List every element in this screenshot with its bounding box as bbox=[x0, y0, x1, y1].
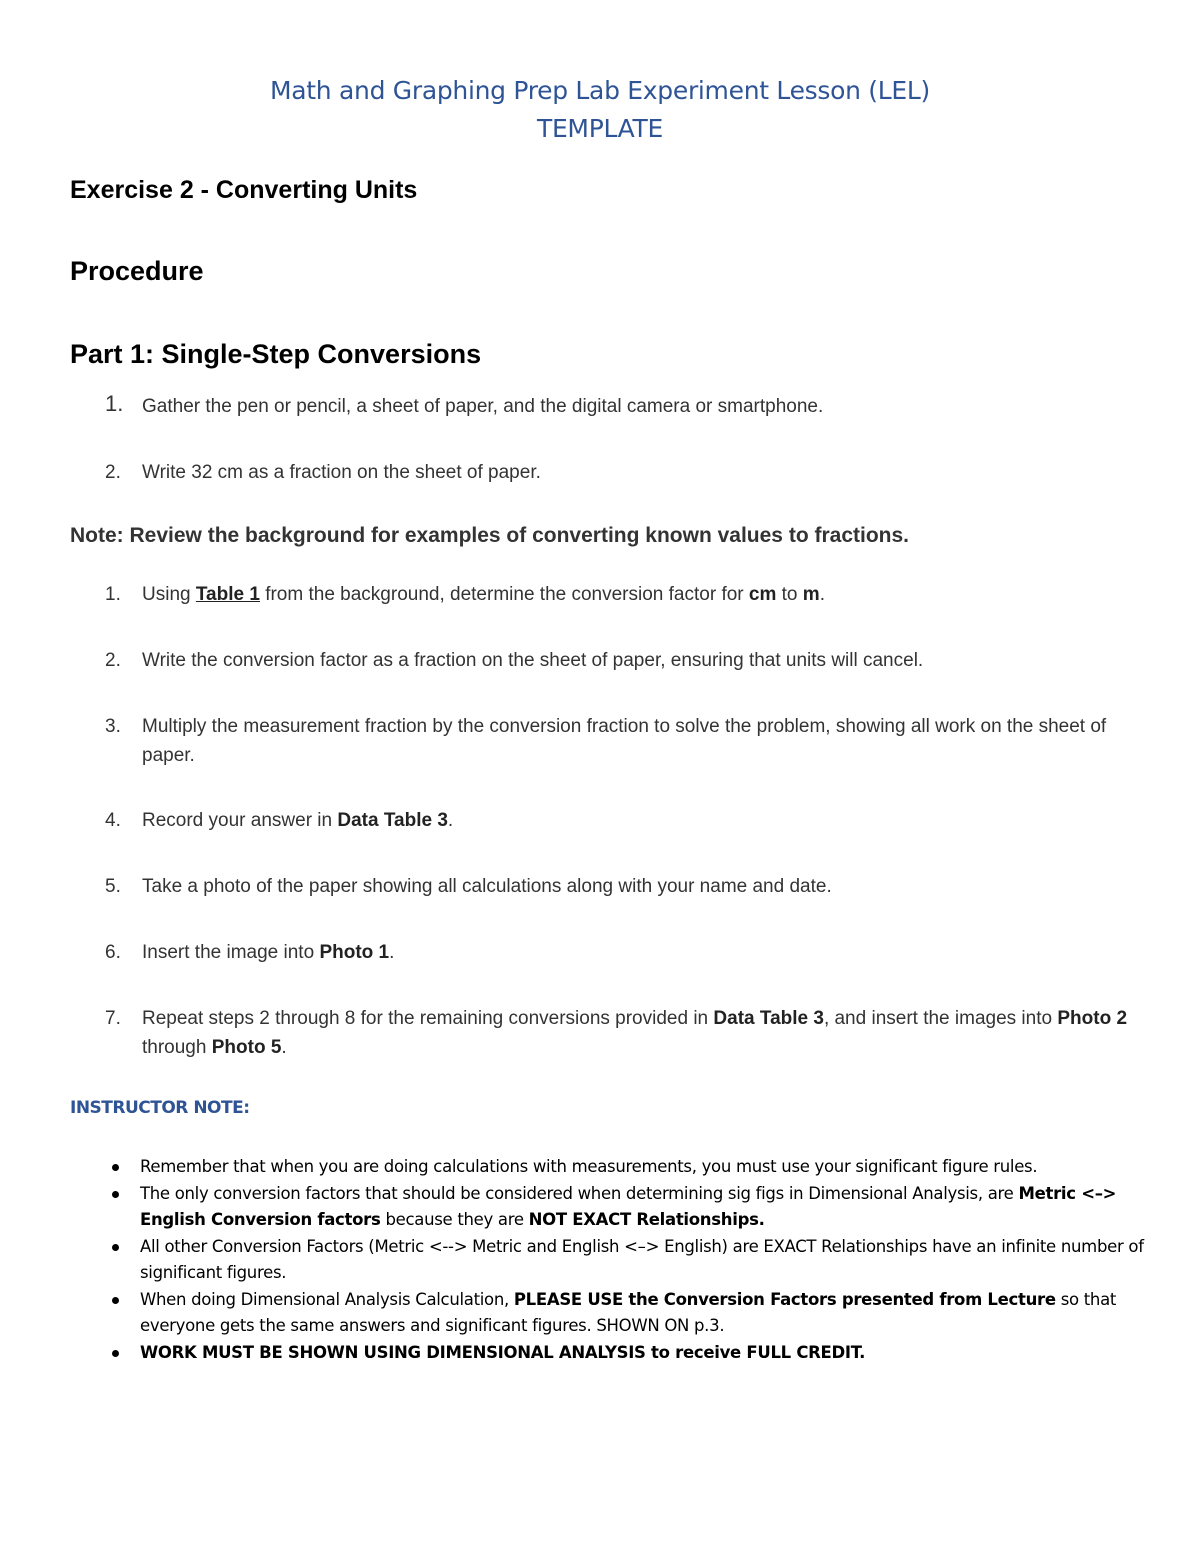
step-text: Using Table 1 from the background, determine the conversion factor for cm to m. bbox=[142, 584, 825, 605]
list-item: When doing Dimensional Analysis Calculation, PLEASE USE the Conversion Factors presented from Lecture so that everyone gets the same answers and significant figures. SHOWN ON p.3. bbox=[110, 1287, 1150, 1340]
step-number: 4. bbox=[105, 810, 121, 831]
document-subtitle: TEMPLATE bbox=[536, 114, 664, 143]
step-item bbox=[105, 806, 1135, 835]
step-text: Take a photo of the paper showing all calculations along with your name and date. bbox=[142, 876, 832, 897]
step-number: 5. bbox=[105, 876, 121, 897]
bullet-icon bbox=[112, 1164, 119, 1171]
bullet-icon bbox=[112, 1244, 119, 1251]
step-text: Repeat steps 2 through 8 for the remaining conversions provided in Data Table 3, and insert the images into Photo 2 through Photo 5. bbox=[142, 1008, 1128, 1058]
step-text: Write 32 cm as a fraction on the sheet of paper. bbox=[142, 462, 541, 483]
bullet-icon bbox=[112, 1350, 119, 1357]
list-item: WORK MUST BE SHOWN USING DIMENSIONAL ANALYSIS to receive FULL CREDIT. bbox=[110, 1340, 1150, 1367]
note-text: Note: Review the background for examples of converting known values to fractions. bbox=[70, 524, 909, 547]
step-number: 1. bbox=[105, 391, 124, 416]
list-item: Remember that when you are doing calculations with measurements, you must use your significant figure rules. bbox=[110, 1154, 1150, 1181]
instructor-note-list bbox=[110, 1154, 1150, 1366]
exercise-heading: Exercise 2 - Converting Units bbox=[70, 176, 418, 204]
step-text: Record your answer in Data Table 3. bbox=[142, 810, 454, 831]
step-number: 1. bbox=[105, 584, 121, 605]
step-number: 2. bbox=[105, 462, 121, 483]
bullet-icon bbox=[112, 1191, 119, 1198]
step-text: Insert the image into Photo 1. bbox=[142, 942, 395, 963]
list-item: All other Conversion Factors (Metric <--> Metric and English <–> English) are EXACT Relationships have an infinite number of significant figures. bbox=[110, 1234, 1150, 1287]
step-item bbox=[105, 458, 1135, 487]
step-text: Multiply the measurement fraction by the conversion fraction to solve the problem, showing all work on the sheet of paper. bbox=[142, 716, 1107, 766]
procedure-heading: Procedure bbox=[70, 256, 204, 286]
step-text: Write the conversion factor as a fraction on the sheet of paper, ensuring that units will cancel. bbox=[142, 650, 924, 671]
step-item bbox=[105, 646, 1135, 675]
step-item bbox=[105, 392, 1135, 421]
step-text: Gather the pen or pencil, a sheet of paper, and the digital camera or smartphone. bbox=[142, 396, 824, 417]
step-item bbox=[105, 1004, 1135, 1062]
table-1-link[interactable]: Table 1 bbox=[195, 584, 260, 605]
document-title: Math and Graphing Prep Lab Experiment Lesson (LEL) bbox=[270, 76, 930, 105]
step-item bbox=[105, 938, 1135, 967]
step-item bbox=[105, 580, 1135, 609]
step-number: 6. bbox=[105, 942, 121, 963]
instructor-note-title: INSTRUCTOR NOTE: bbox=[70, 1098, 250, 1118]
bullet-icon bbox=[112, 1297, 119, 1304]
step-number: 7. bbox=[105, 1008, 121, 1029]
step-number: 3. bbox=[105, 716, 121, 737]
step-item bbox=[105, 872, 1135, 901]
step-number: 2. bbox=[105, 650, 121, 671]
step-item bbox=[105, 712, 1135, 770]
list-item: The only conversion factors that should be considered when determining sig figs in Dimensional Analysis, are Metric <–> English Conversion factors because they are NOT EXACT Relationships. bbox=[110, 1181, 1150, 1234]
part-heading: Part 1: Single-Step Conversions bbox=[70, 339, 482, 369]
